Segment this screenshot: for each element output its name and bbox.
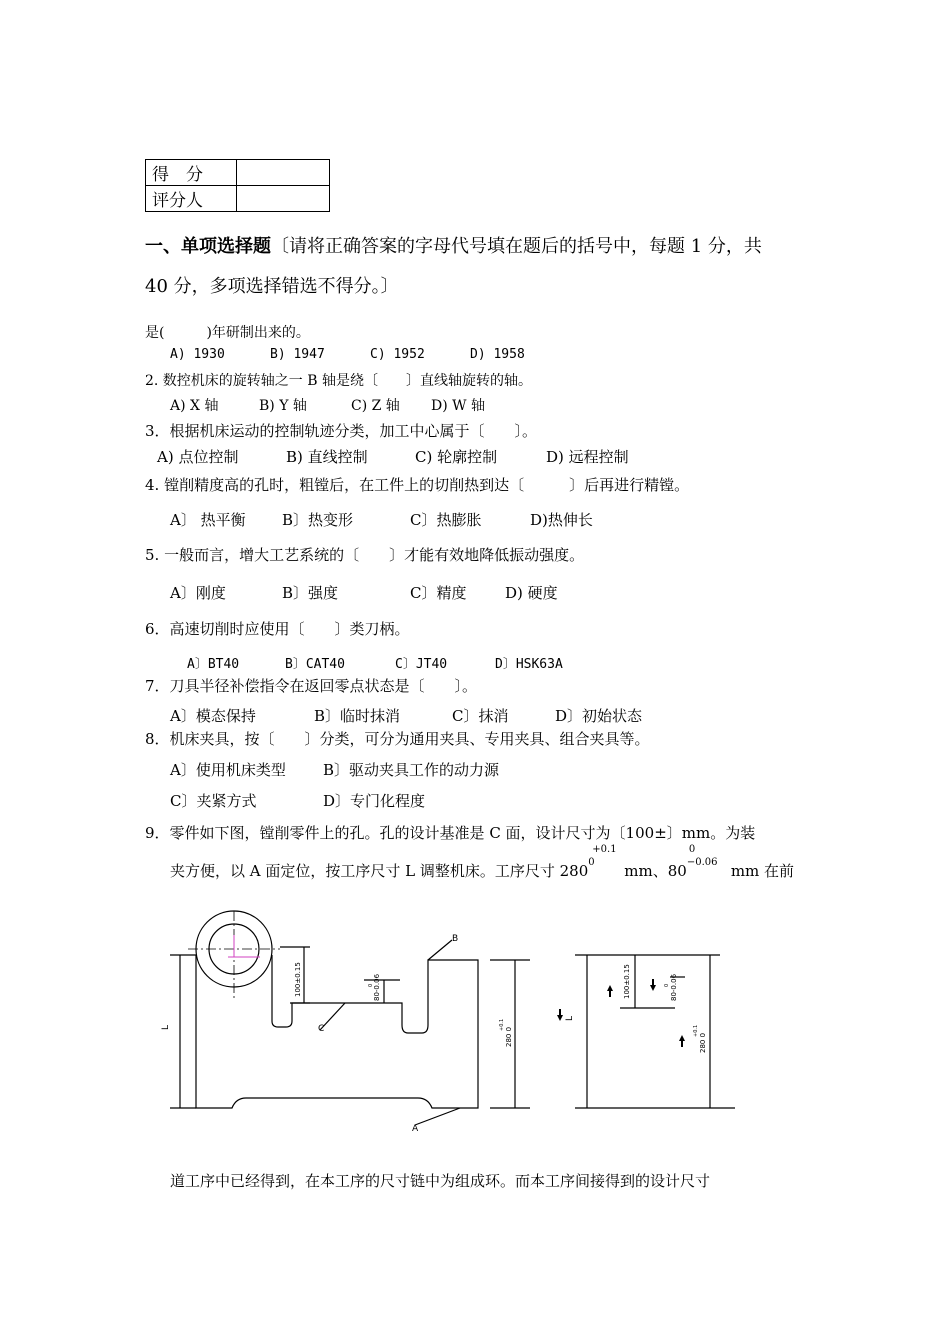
question-6-options [187, 653, 563, 672]
question-1-text: 是( )年研制出来的。 [145, 325, 310, 341]
q5-option-b[interactable]: B〕强度 [282, 584, 339, 602]
fig-label-B: B [452, 934, 459, 944]
q9-tolerance-upper-280: +0.1 [592, 844, 617, 855]
question-2-options [170, 395, 485, 415]
question-1-options [170, 347, 525, 362]
question-8-options-row2 [170, 790, 425, 811]
q4-option-b[interactable]: B〕热变形 [282, 511, 354, 529]
q2-option-a[interactable]: A) X 轴 [170, 398, 219, 414]
chain-dim-280: 280 0 [699, 1032, 707, 1053]
question-3-options [157, 446, 629, 467]
fig-dim-280: 280 0 [505, 1026, 513, 1047]
question-4-options [170, 509, 593, 530]
fig-dim-80: 80-0.06 [373, 973, 381, 1001]
q3-option-b[interactable]: B) 直线控制 [286, 448, 368, 466]
question-3-text: 3．根据机床运动的控制轨迹分类，加工中心属于〔 〕。 [145, 422, 538, 440]
q3-option-c[interactable]: C) 轮廓控制 [415, 448, 498, 466]
score-label: 得 分 [146, 160, 237, 186]
question-5-text: 5. 一般而言，增大工艺系统的〔 〕才能有效地降低振动强度。 [145, 546, 585, 564]
fig-label-C: C [318, 1024, 325, 1034]
q9-line2-part-a: 夹方便，以 A 面定位，按工序尺寸 L 调整机床。工序尺寸 280 [170, 862, 589, 880]
q2-option-c[interactable]: C) Z 轴 [351, 398, 400, 414]
q5-option-d[interactable]: D) 硬度 [505, 584, 558, 602]
question-4-text: 4. 镗削精度高的孔时，粗镗后，在工件上的切削热到达〔 〕后再进行精镗。 [145, 476, 690, 494]
q9-tolerance-upper-80: 0 [688, 844, 696, 855]
grader-label: 评分人 [146, 186, 237, 212]
q1-option-a[interactable]: A) 1930 [170, 347, 225, 362]
fig-label-A: A [412, 1124, 419, 1134]
section-instructions-1: 〔请将正确答案的字母代号填在题后的括号中，每题 1 分，共 [271, 236, 762, 257]
q7-option-a[interactable]: A〕模态保持 [170, 707, 256, 725]
q1-option-d[interactable]: D) 1958 [470, 347, 525, 362]
fig-dim-100: 100±0.15 [294, 962, 302, 997]
q8-option-b[interactable]: B〕驱动夹具工作的动力源 [323, 761, 500, 779]
grader-value-cell[interactable] [237, 186, 330, 212]
q4-option-c[interactable]: C〕热膨胀 [410, 511, 482, 529]
q7-option-c[interactable]: C〕抹消 [452, 707, 509, 725]
q1-option-c[interactable]: C) 1952 [370, 347, 425, 362]
q4-option-a[interactable]: A〕 热平衡 [170, 511, 246, 529]
q7-option-d[interactable]: D〕初始状态 [555, 707, 643, 725]
q9-tolerance-lower-280: 0 [588, 857, 595, 868]
part-drawing-figure [160, 905, 760, 1145]
chain-dim-80: 80-0.06 [670, 973, 678, 1001]
fig-dim-80-upper: 0 [368, 983, 374, 987]
q2-option-b[interactable]: B) Y 轴 [259, 398, 307, 414]
q2-option-d[interactable]: D) W 轴 [431, 398, 485, 414]
question-9-line-2 [170, 844, 795, 881]
question-8-options-row1 [170, 759, 499, 780]
score-value-cell[interactable] [237, 160, 330, 186]
question-2-text: 2. 数控机床的旋转轴之一 B 轴是绕〔 〕直线轴旋转的轴。 [145, 373, 532, 389]
section-title: 一、单项选择题 [145, 236, 271, 257]
q6-option-b[interactable]: B〕CAT40 [285, 657, 345, 672]
question-7-options [170, 705, 642, 726]
part-outline [196, 955, 478, 1108]
question-9-line-1: 9．零件如下图，镗削零件上的孔。孔的设计基准是 C 面，设计尺寸为〔100±〕mm。为装 [145, 824, 756, 842]
q5-option-c[interactable]: C〕精度 [410, 584, 467, 602]
question-9-line-3: 道工序中已经得到，在本工序的尺寸链中为组成环。而本工序间接得到的设计尺寸 [170, 1172, 711, 1190]
q9-line2-part-b: mm、80 [624, 862, 687, 880]
q9-line2-part-c: mm 在前 [730, 862, 795, 880]
chain-label-L: L [565, 1015, 575, 1021]
q4-option-d[interactable]: D)热伸长 [530, 511, 593, 529]
q6-option-c[interactable]: C〕JT40 [395, 657, 448, 672]
score-table [145, 159, 330, 212]
q8-option-c[interactable]: C〕夹紧方式 [170, 792, 257, 810]
section-heading [145, 236, 762, 258]
question-6-text: 6．高速切削时应使用〔 〕类刀柄。 [145, 620, 410, 638]
q7-option-b[interactable]: B〕临时抹消 [314, 707, 401, 725]
section-instructions-2: 40 分，多项选择错选不得分。〕 [145, 276, 399, 297]
q3-option-a[interactable]: A) 点位控制 [157, 448, 239, 466]
q3-option-d[interactable]: D) 远程控制 [546, 448, 629, 466]
q6-option-d[interactable]: D〕HSK63A [495, 657, 563, 672]
q9-tolerance-lower-80: −0.06 [686, 857, 718, 868]
q1-option-b[interactable]: B) 1947 [270, 347, 325, 362]
question-7-text: 7．刀具半径补偿指令在返回零点状态是〔 〕。 [145, 677, 478, 695]
chain-dim-80-upper: 0 [664, 983, 670, 987]
q8-option-a[interactable]: A〕使用机床类型 [170, 761, 286, 779]
fig-dim-280-upper: +0.1 [499, 1018, 505, 1031]
chain-dim-280-upper: +0.1 [693, 1024, 699, 1037]
q5-option-a[interactable]: A〕刚度 [170, 584, 226, 602]
q8-option-d[interactable]: D〕专门化程度 [323, 792, 426, 810]
q6-option-a[interactable]: A〕BT40 [187, 657, 240, 672]
question-5-options [170, 582, 558, 603]
fig-label-L: L [161, 1024, 171, 1030]
chain-dim-100: 100±0.15 [623, 964, 631, 999]
question-8-text: 8．机床夹具，按〔 〕分类，可分为通用夹具、专用夹具、组合夹具等。 [145, 730, 650, 748]
